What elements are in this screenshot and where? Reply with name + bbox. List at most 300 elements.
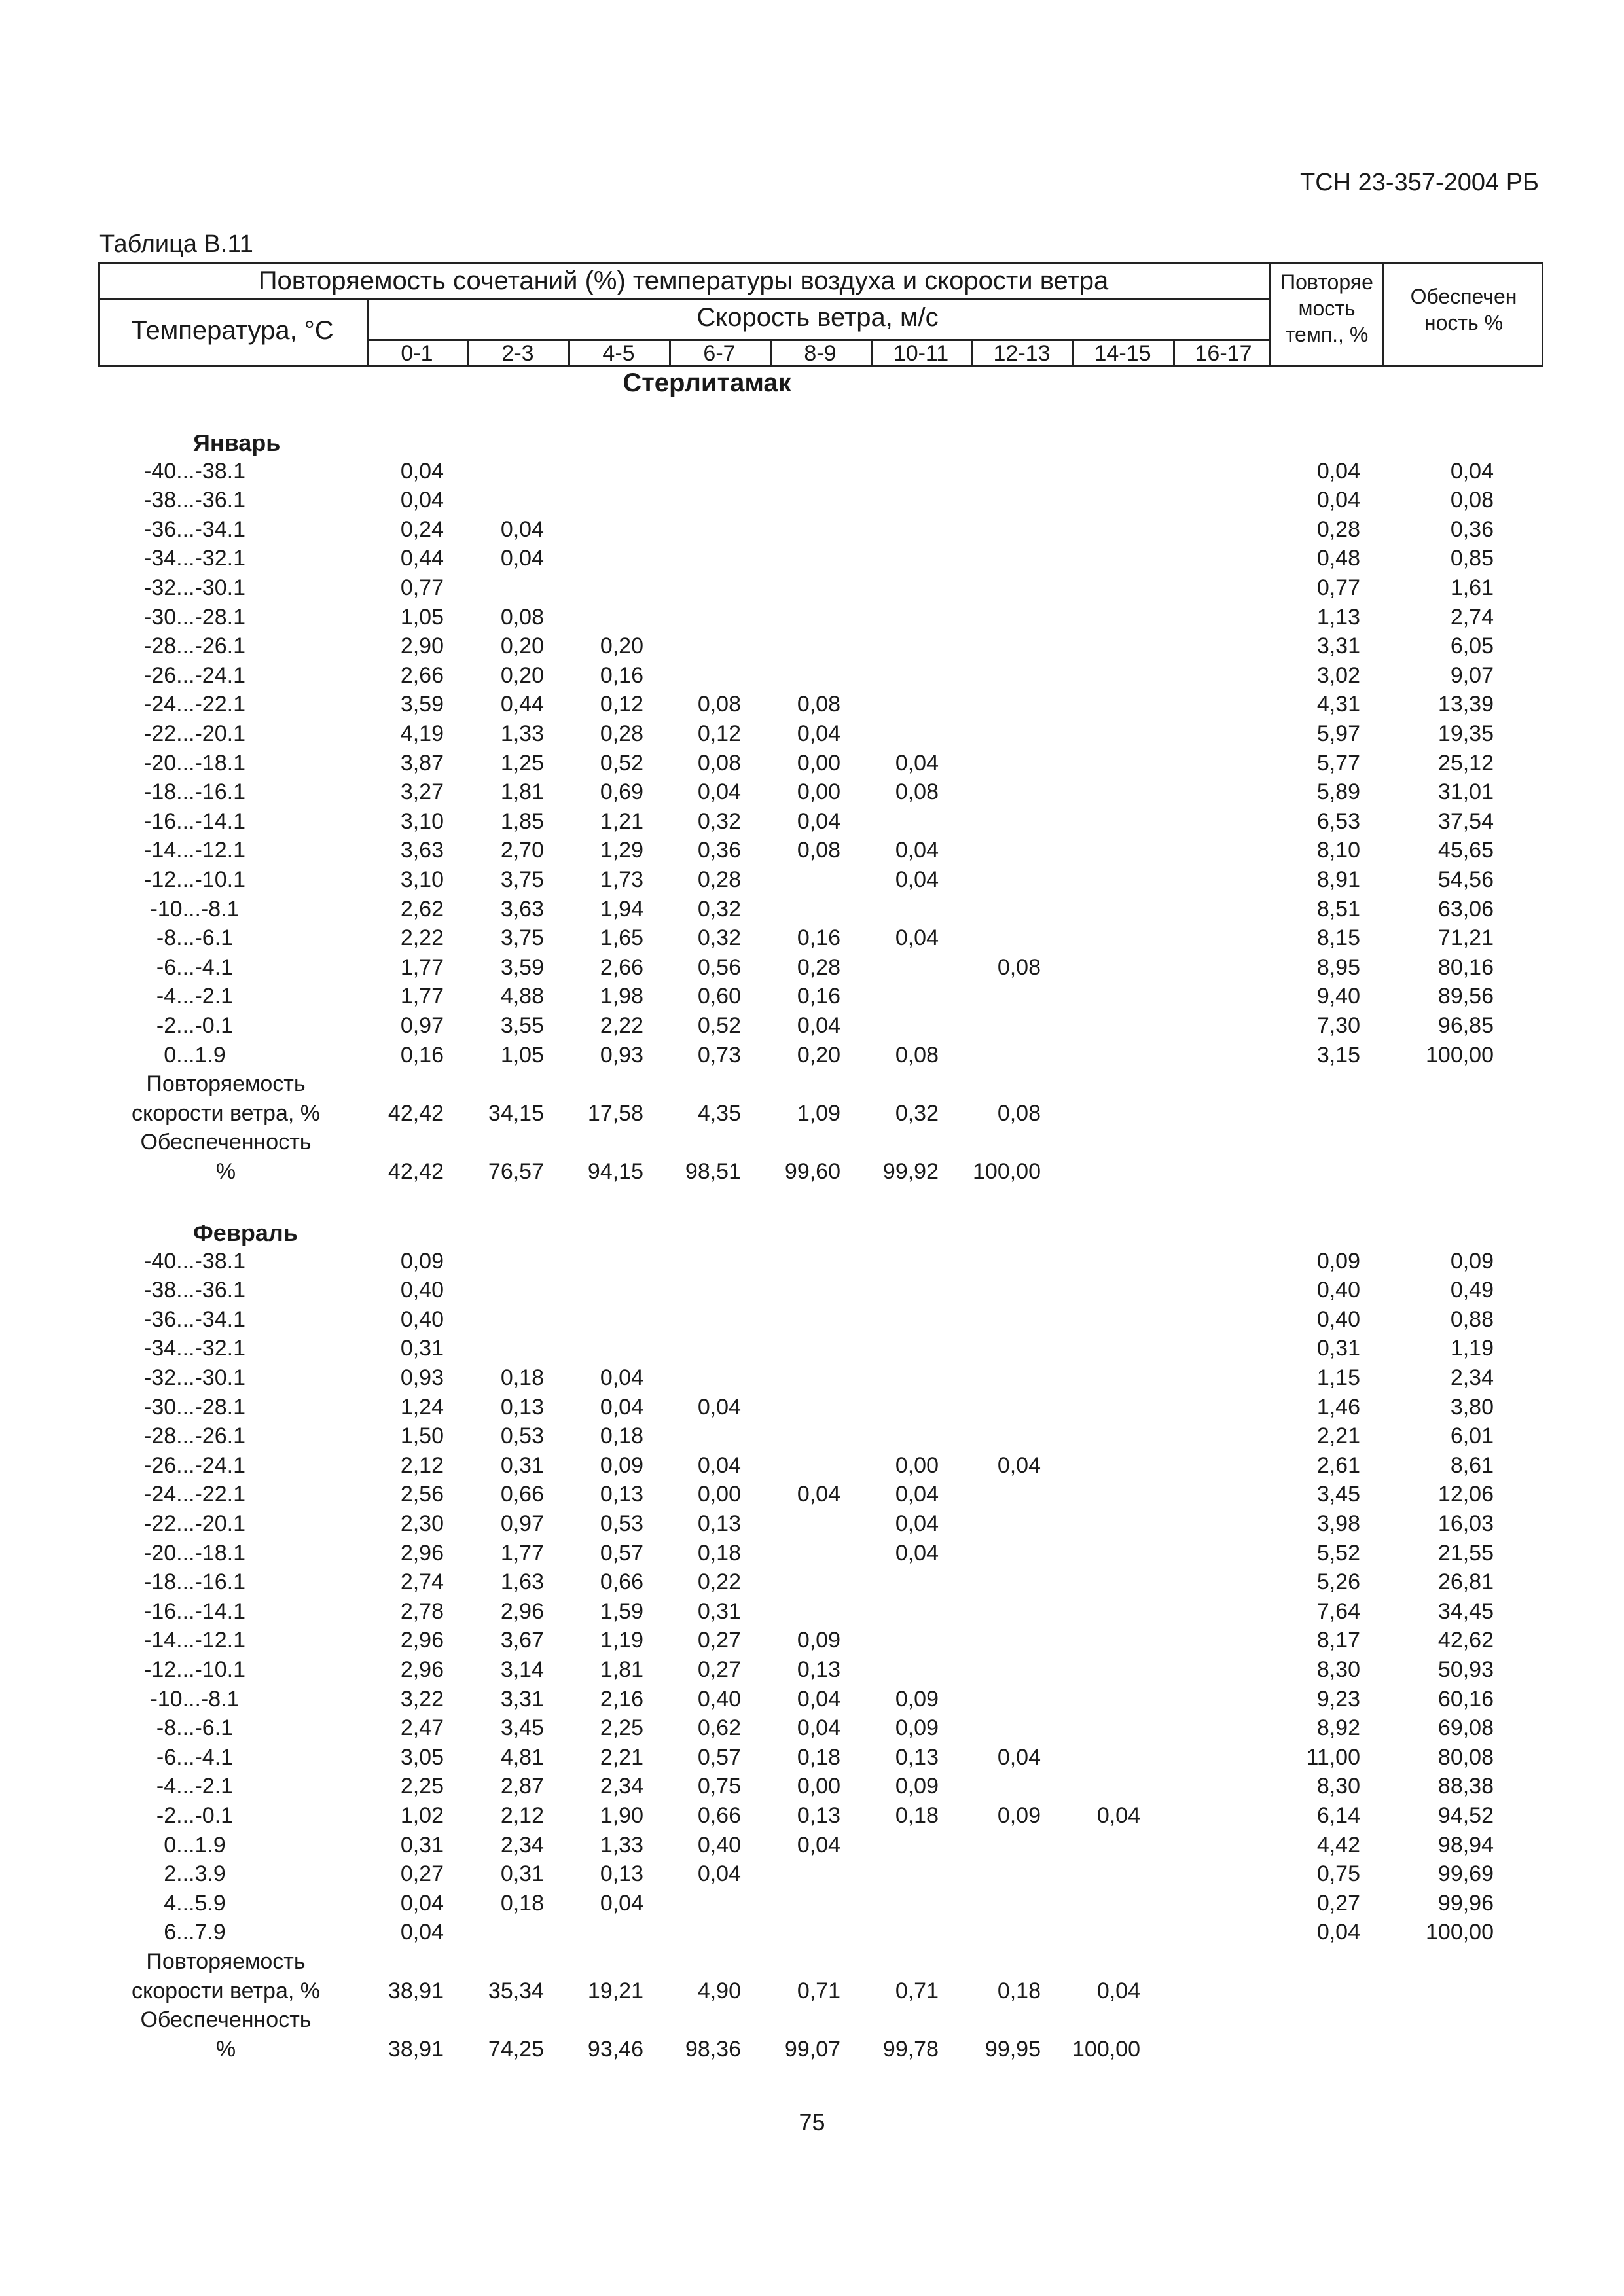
speed-value: 0,31 [500,1453,544,1478]
speed-value: 0,18 [797,1745,840,1770]
supply-value: 94,52 [1437,1803,1494,1828]
repeat-temp-value: 0,27 [1316,1891,1360,1916]
table-row [0,1920,1624,1949]
temperature-range: -8...-6.1 [156,1715,234,1740]
wind-repeat-label-line1: Повторяемость [146,1949,306,1974]
wind-supply-label-line2: % [215,2037,236,2062]
wind-repeat-value: 0,32 [895,1101,939,1126]
speed-value: 3,05 [400,1745,444,1770]
temperature-range: -40...-38.1 [144,1249,245,1274]
speed-value: 3,22 [400,1687,444,1712]
speed-value: 1,90 [600,1803,643,1828]
speed-value: 0,28 [600,721,643,746]
speed-header-10-11: 10-11 [893,341,949,366]
speed-header-4-5: 4-5 [602,341,635,366]
speed-value: 0,04 [500,546,544,571]
temperature-range: 0...1.9 [164,1833,226,1857]
speed-value: 0,00 [797,780,840,804]
table-row [0,1891,1624,1920]
speed-value: 0,52 [697,1013,741,1038]
speed-value: 0,93 [600,1043,643,1067]
table-row [0,605,1624,634]
speed-value: 2,22 [600,1013,643,1038]
speed-value: 0,04 [600,1395,643,1420]
speed-value: 0,12 [697,721,741,746]
supply-value: 99,69 [1437,1861,1494,1886]
repeat-temp-value: 4,31 [1316,692,1360,717]
speed-value: 0,04 [400,488,444,512]
repeat-temp-value: 0,04 [1316,459,1360,484]
wind-repeat-value: 0,08 [997,1101,1041,1126]
speed-value: 0,32 [697,925,741,950]
speed-value: 0,44 [500,692,544,717]
speed-value: 2,22 [400,925,444,950]
speed-value: 0,04 [997,1745,1041,1770]
speed-value: 1,21 [600,809,643,834]
supply-value: 2,34 [1450,1365,1494,1390]
speed-value: 0,04 [895,838,939,863]
repeat-temp-value: 8,92 [1316,1715,1360,1740]
supply-value: 2,74 [1450,605,1494,630]
table-row [0,575,1624,605]
repeat-temp-value: 5,52 [1316,1541,1360,1566]
speed-value: 1,77 [400,955,444,980]
speed-value: 4,81 [500,1745,544,1770]
speed-value: 1,81 [500,780,544,804]
speed-value: 0,08 [697,692,741,717]
repeat-temp-value: 5,77 [1316,751,1360,776]
supply-value: 60,16 [1437,1687,1494,1712]
wind-repeat-value: 38,91 [388,1979,444,2003]
table-row [0,1307,1624,1336]
speed-value: 0,08 [697,751,741,776]
repeat-temp-value: 11,00 [1306,1745,1360,1770]
repeat-temp-value: 8,30 [1316,1657,1360,1682]
wind-repeat-value: 0,18 [997,1979,1041,2003]
temperature-range: -34...-32.1 [144,1336,245,1361]
speed-value: 2,62 [400,897,444,922]
table-row [0,663,1624,692]
speed-value: 0,09 [895,1687,939,1712]
supply-value: 69,08 [1437,1715,1494,1740]
speed-value: 2,66 [600,955,643,980]
speed-value: 0,40 [697,1687,741,1712]
temperature-range: -4...-2.1 [156,984,234,1009]
speed-value: 0,56 [697,955,741,980]
temperature-range: -38...-36.1 [144,1278,245,1302]
speed-value: 0,04 [797,1013,840,1038]
table-row [0,1482,1624,1511]
speed-value: 0,13 [797,1657,840,1682]
speed-value: 2,12 [400,1453,444,1478]
wind-supply-value: 99,92 [882,1159,939,1184]
table-row [0,1043,1624,1072]
speed-value: 3,75 [500,925,544,950]
speed-value: 0,04 [797,1687,840,1712]
table-row [0,1803,1624,1833]
speed-value: 3,59 [400,692,444,717]
wind-speed-header: Скорость ветра, м/с [696,303,939,332]
speed-value: 0,62 [697,1715,741,1740]
speed-value: 0,09 [997,1803,1041,1828]
speed-value: 0,13 [500,1395,544,1420]
table-row [0,1013,1624,1043]
supply-value: 98,94 [1437,1833,1494,1857]
repeat-temp-value: 0,31 [1316,1336,1360,1361]
speed-value: 1,02 [400,1803,444,1828]
wind-supply-value: 42,42 [388,1159,444,1184]
table-row [0,1745,1624,1774]
temperature-range: -22...-20.1 [144,721,245,746]
table-row [0,546,1624,575]
speed-value: 0,27 [400,1861,444,1886]
speed-value: 0,18 [500,1365,544,1390]
speed-value: 3,45 [500,1715,544,1740]
table-row [0,721,1624,751]
speed-value: 0,09 [797,1628,840,1653]
month-title: Февраль [193,1219,298,1246]
supply-value: 71,21 [1437,925,1494,950]
speed-value: 1,24 [400,1395,444,1420]
table-row [0,1687,1624,1716]
temperature-range: -20...-18.1 [144,1541,245,1566]
speed-value: 2,56 [400,1482,444,1507]
temperature-range: 4...5.9 [164,1891,226,1916]
speed-value: 0,09 [400,1249,444,1274]
temperature-range: -40...-38.1 [144,459,245,484]
supply-value: 100,00 [1426,1043,1494,1067]
temperature-range: -16...-14.1 [144,1599,245,1624]
supply-value: 50,93 [1437,1657,1494,1682]
speed-value: 1,77 [500,1541,544,1566]
speed-value: 0,97 [400,1013,444,1038]
speed-value: 0,31 [400,1833,444,1857]
temperature-range: -2...-0.1 [156,1803,234,1828]
supply-value: 12,06 [1437,1482,1494,1507]
repeat-temp-value: 8,51 [1316,897,1360,922]
city-title: Стерлитамак [623,368,791,397]
table-row [0,459,1624,488]
temperature-range: -36...-34.1 [144,1307,245,1332]
repeat-temp-value: 1,15 [1316,1365,1360,1390]
speed-value: 2,16 [600,1687,643,1712]
speed-value: 2,74 [400,1570,444,1594]
supply-value: 6,05 [1450,634,1494,658]
repeat-temp-value: 6,14 [1316,1803,1360,1828]
table-row [0,1861,1624,1891]
wind-repeat-value: 17,58 [587,1101,643,1126]
speed-value: 3,55 [500,1013,544,1038]
speed-value: 1,98 [600,984,643,1009]
speed-value: 0,08 [797,838,840,863]
supply-value: 9,07 [1450,663,1494,688]
wind-supply-value: 93,46 [587,2037,643,2062]
table-row [0,1570,1624,1599]
speed-value: 3,63 [400,838,444,863]
temperature-range: -34...-32.1 [144,546,245,571]
speed-value: 0,04 [400,459,444,484]
repeat-column-header: Повторяе мость темп., % [1280,270,1373,346]
supply-value: 37,54 [1437,809,1494,834]
speed-value: 2,66 [400,663,444,688]
supply-value: 3,80 [1450,1395,1494,1420]
speed-value: 0,20 [797,1043,840,1067]
speed-value: 3,27 [400,780,444,804]
temperature-range: -10...-8.1 [150,897,240,922]
speed-value: 4,88 [500,984,544,1009]
speed-value: 1,73 [600,867,643,892]
repeat-temp-value: 0,77 [1316,575,1360,600]
wind-supply-value: 100,00 [1072,2037,1140,2062]
speed-value: 0,57 [600,1541,643,1566]
speed-value: 0,31 [400,1336,444,1361]
supply-value: 0,08 [1450,488,1494,512]
speed-value: 3,59 [500,955,544,980]
repeat-temp-value: 2,21 [1316,1424,1360,1448]
speed-value: 0,13 [895,1745,939,1770]
table-row [0,984,1624,1013]
repeat-temp-value: 0,40 [1316,1278,1360,1302]
supply-value: 6,01 [1450,1424,1494,1448]
wind-supply-value: 100,00 [973,1159,1041,1184]
table-row [0,1715,1624,1745]
speed-value: 0,28 [797,955,840,980]
speed-value: 2,78 [400,1599,444,1624]
speed-value: 2,70 [500,838,544,863]
speed-value: 0,18 [895,1803,939,1828]
speed-value: 0,00 [797,1774,840,1799]
supply-value: 21,55 [1437,1541,1494,1566]
wind-supply-value: 74,25 [488,2037,544,2062]
table-main-title: Повторяемость сочетаний (%) температуры воздуха и скорости ветра [258,266,1109,295]
speed-value: 0,16 [797,925,840,950]
temperature-range: -36...-34.1 [144,517,245,542]
speed-value: 0,18 [697,1541,741,1566]
speed-value: 0,13 [600,1482,643,1507]
temperature-range: -12...-10.1 [144,867,245,892]
repeat-temp-value: 9,40 [1316,984,1360,1009]
wind-repeat-value: 4,35 [697,1101,741,1126]
speed-value: 0,36 [697,838,741,863]
temperature-range: -14...-12.1 [144,1628,245,1653]
wind-supply-label-line1: Обеспеченность [140,1130,312,1155]
speed-value: 3,75 [500,867,544,892]
speed-value: 0,00 [697,1482,741,1507]
speed-value: 2,96 [400,1628,444,1653]
repeat-temp-value: 0,09 [1316,1249,1360,1274]
temperature-range: -30...-28.1 [144,605,245,630]
temperature-range: -16...-14.1 [144,809,245,834]
repeat-temp-value: 4,42 [1316,1833,1360,1857]
temperature-range: 2...3.9 [164,1861,226,1886]
wind-supply-value: 98,51 [685,1159,741,1184]
table-row [0,1249,1624,1278]
speed-value: 0,00 [797,751,840,776]
table-row [0,1278,1624,1307]
speed-value: 2,25 [600,1715,643,1740]
repeat-temp-value: 5,26 [1316,1570,1360,1594]
speed-value: 3,14 [500,1657,544,1682]
wind-supply-value: 94,15 [587,1159,643,1184]
speed-header-0-1: 0-1 [401,341,433,366]
supply-value: 1,61 [1450,575,1494,600]
supply-value: 96,85 [1437,1013,1494,1038]
wind-repeat-row [0,1979,1624,2008]
repeat-temp-value: 1,13 [1316,605,1360,630]
speed-value: 0,04 [895,925,939,950]
table-header [98,262,1543,367]
supply-value: 16,03 [1437,1511,1494,1536]
speed-value: 0,04 [600,1891,643,1916]
wind-repeat-label-line2: скорости ветра, % [132,1101,320,1126]
speed-value: 2,30 [400,1511,444,1536]
speed-value: 0,04 [697,1395,741,1420]
repeat-temp-value: 3,31 [1316,634,1360,658]
speed-value: 0,53 [500,1424,544,1448]
speed-value: 3,63 [500,897,544,922]
speed-value: 1,94 [600,897,643,922]
speed-value: 0,20 [500,663,544,688]
speed-value: 1,85 [500,809,544,834]
speed-value: 0,32 [697,897,741,922]
speed-value: 1,05 [500,1043,544,1067]
repeat-temp-value: 6,53 [1316,809,1360,834]
supply-value: 19,35 [1437,721,1494,746]
table-row [0,1453,1624,1482]
speed-header-6-7: 6-7 [703,341,736,366]
repeat-temp-value: 0,04 [1316,488,1360,512]
supply-value: 1,19 [1450,1336,1494,1361]
temperature-range: -4...-2.1 [156,1774,234,1799]
speed-value: 2,96 [400,1657,444,1682]
supply-value: 54,56 [1437,867,1494,892]
speed-header-12-13: 12-13 [993,341,1051,366]
table-row [0,1511,1624,1541]
supply-value: 25,12 [1437,751,1494,776]
speed-value: 2,21 [600,1745,643,1770]
speed-value: 3,10 [400,809,444,834]
wind-repeat-value: 1,09 [797,1101,840,1126]
speed-value: 0,40 [400,1278,444,1302]
speed-value: 0,97 [500,1511,544,1536]
speed-value: 2,87 [500,1774,544,1799]
table-row [0,1424,1624,1453]
supply-value: 99,96 [1437,1891,1494,1916]
repeat-temp-value: 8,30 [1316,1774,1360,1799]
speed-value: 1,77 [400,984,444,1009]
wind-supply-value: 76,57 [488,1159,544,1184]
speed-value: 1,33 [500,721,544,746]
table-row [0,1336,1624,1365]
speed-value: 0,04 [600,1365,643,1390]
speed-value: 0,09 [600,1453,643,1478]
table-row [0,838,1624,867]
repeat-temp-value: 8,10 [1316,838,1360,863]
wind-repeat-value: 0,71 [797,1979,840,2003]
speed-header-2-3: 2-3 [501,341,534,366]
temperature-range: -12...-10.1 [144,1657,245,1682]
speed-header-16-17: 16-17 [1195,341,1252,366]
speed-value: 2,34 [500,1833,544,1857]
wind-repeat-label-line1: Повторяемость [146,1071,306,1096]
table-row [0,751,1624,780]
speed-value: 2,47 [400,1715,444,1740]
speed-value: 0,20 [600,634,643,658]
speed-value: 1,63 [500,1570,544,1594]
speed-value: 0,04 [895,1482,939,1507]
table-caption: Таблица В.11 [99,230,253,258]
supply-value: 80,08 [1437,1745,1494,1770]
speed-value: 2,12 [500,1803,544,1828]
temperature-range: -28...-26.1 [144,1424,245,1448]
speed-value: 3,87 [400,751,444,776]
speed-value: 0,60 [697,984,741,1009]
temperature-range: -14...-12.1 [144,838,245,863]
speed-value: 0,04 [895,1511,939,1536]
speed-value: 2,90 [400,634,444,658]
speed-value: 1,25 [500,751,544,776]
repeat-temp-value: 5,97 [1316,721,1360,746]
repeat-temp-value: 5,89 [1316,780,1360,804]
temperature-range: -38...-36.1 [144,488,245,512]
speed-value: 0,09 [895,1774,939,1799]
speed-value: 0,04 [400,1920,444,1945]
speed-value: 1,33 [600,1833,643,1857]
supply-value: 42,62 [1437,1628,1494,1653]
speed-value: 0,32 [697,809,741,834]
speed-value: 0,04 [895,751,939,776]
supply-value: 31,01 [1437,780,1494,804]
temperature-range: -26...-24.1 [144,1453,245,1478]
speed-value: 0,04 [797,1482,840,1507]
wind-repeat-value: 4,90 [697,1979,741,2003]
temperature-column-header: Температура, °С [131,316,334,345]
supply-value: 100,00 [1426,1920,1494,1945]
speed-value: 0,73 [697,1043,741,1067]
supply-value: 89,56 [1437,984,1494,1009]
speed-value: 0,22 [697,1570,741,1594]
repeat-temp-value: 7,64 [1316,1599,1360,1624]
speed-value: 0,09 [895,1715,939,1740]
repeat-temp-value: 0,28 [1316,517,1360,542]
repeat-temp-value: 3,02 [1316,663,1360,688]
speed-value: 0,04 [697,1453,741,1478]
speed-value: 0,13 [697,1511,741,1536]
speed-value: 1,81 [600,1657,643,1682]
speed-value: 0,31 [500,1861,544,1886]
speed-value: 0,13 [797,1803,840,1828]
speed-value: 3,31 [500,1687,544,1712]
wind-repeat-row [0,1101,1624,1130]
speed-value: 0,75 [697,1774,741,1799]
table-row [0,780,1624,809]
repeat-temp-value: 8,17 [1316,1628,1360,1653]
speed-value: 0,04 [797,1833,840,1857]
speed-value: 1,05 [400,605,444,630]
temperature-range: -32...-30.1 [144,1365,245,1390]
speed-value: 0,04 [797,1715,840,1740]
table-row [0,1833,1624,1862]
speed-value: 1,59 [600,1599,643,1624]
table-row [0,1628,1624,1657]
temperature-range: -24...-22.1 [144,1482,245,1507]
repeat-temp-value: 3,98 [1316,1511,1360,1536]
speed-value: 0,18 [500,1891,544,1916]
supply-value: 0,04 [1450,459,1494,484]
speed-value: 0,28 [697,867,741,892]
supply-value: 0,09 [1450,1249,1494,1274]
temperature-range: -18...-16.1 [144,780,245,804]
